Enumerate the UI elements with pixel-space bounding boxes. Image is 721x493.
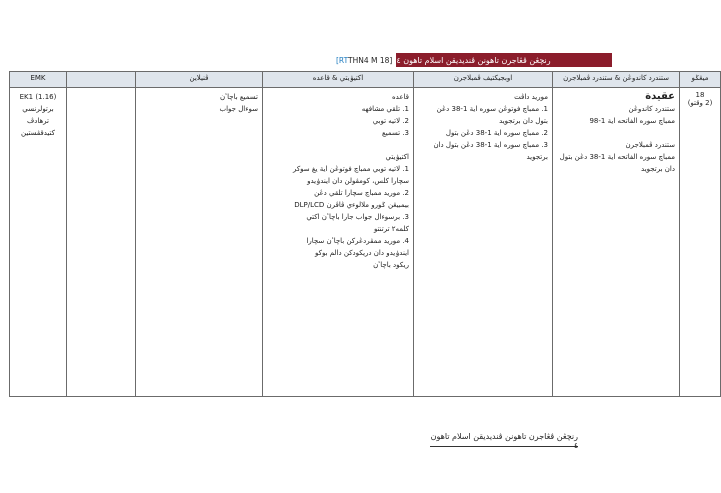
value-line: سوءال جواب: [219, 105, 258, 113]
cell-values: [136, 88, 263, 397]
document-code-main: THN4 M 18]: [348, 55, 393, 65]
standard-line: دان برتجويد: [641, 165, 675, 173]
cell-skills: [67, 88, 136, 397]
activity-line: سچارا کلس، کومڤولن دان ايندۏيدو: [307, 177, 409, 185]
value-lines: [140, 91, 258, 115]
activity-line: بيمبيڠن ݢورو ملالوءي ڤاڤرن DLP/LCD: [294, 201, 409, 209]
standard-line: عقيدة: [645, 91, 675, 102]
week-number: 18: [695, 91, 705, 99]
objective-line: بتول دان برتجويد: [499, 117, 548, 125]
activity-line: 2. لاتيه توبي: [372, 117, 409, 125]
col-header-week: ميڠݢو: [680, 72, 721, 88]
activity-line: 3. برسوءال جواب جارا باچاٴن اکتي: [306, 213, 409, 221]
standard-line: ممباچ سوره الفاتحه اية 1-38 دڠن بتول: [559, 153, 675, 161]
activity-lines: [267, 91, 409, 271]
objective-lines: [418, 91, 548, 163]
standard-line: ستندرد کاندوڠن: [628, 105, 675, 113]
cell-objectives: [414, 88, 553, 397]
standard-lines: [557, 91, 675, 175]
standard-line: ممباچ سوره الفاتحه اية 1-98: [589, 117, 675, 125]
lesson-plan-table: [9, 71, 721, 397]
emk-line: برتولرنسي: [22, 105, 54, 113]
activity-line: 1. لاتيه توبي ممباچ فوتوڠن اية يغ سوکر: [292, 165, 409, 173]
objective-line: موريد داڤت: [514, 93, 548, 101]
value-line: تسميع باچاٴن: [219, 93, 258, 101]
col-header-objectives: اوبجيکتيف ڤمبلاجرن: [414, 72, 553, 88]
activity-line: 1. تلقي مشافهه: [361, 105, 409, 113]
col-header-emk: EMK: [10, 72, 67, 88]
cell-activities: [263, 88, 414, 397]
cell-week: [680, 88, 721, 397]
table-header-row: [10, 72, 721, 88]
objective-line: 1. ممباچ فوتوڠن سوره اية 1-38 دڠن: [436, 105, 548, 113]
document-code: [336, 56, 396, 65]
cell-emk: [10, 88, 67, 397]
col-header-values: ڤنيلاين: [136, 72, 263, 88]
emk-lines: [14, 91, 62, 139]
col-header-standard: ستندرد کاندوڠن & ستندرد ڤمبلاجرن: [553, 72, 680, 88]
emk-line: EK1 (1.16): [19, 93, 57, 101]
col-header-skills: [67, 72, 136, 88]
header-title-banner: رنچڠن ڤڠاجرن تاهونن ڤنديديقن اسلام تاهون ٤: [396, 53, 612, 67]
page-footer: رنچڠن ڤڠاجرن تاهونن ڤنديديقن اسلام تاهون ٤: [430, 432, 578, 450]
page-header: [336, 53, 612, 67]
col-header-activities: اکتيۏيتي & قاعده: [263, 72, 414, 88]
objective-line: 2. ممباچ سوره اية 1-38 دڠن بتول: [445, 129, 548, 137]
standard-line: ستندرد ڤمبلاجرن: [625, 141, 675, 149]
emk-line: ترهادڤ کتيدقڤستين: [21, 117, 55, 137]
activity-line: ايندۏيدو دان دريکودکن دالم بوکو: [315, 249, 409, 257]
document-code-prefix: [RT: [336, 55, 349, 65]
activity-line: [267, 139, 409, 151]
activity-line: 2. موريد ممباچ سچارا تلقي دڠن: [314, 189, 409, 197]
activity-line: ريکود باچاٴن: [373, 261, 409, 269]
objective-line: برتجويد: [526, 153, 548, 161]
table-row: [10, 88, 721, 397]
week-duration: (2 وقتو): [687, 99, 713, 107]
standard-line: [557, 127, 675, 139]
activity-line: اکتيۏيتي: [385, 153, 409, 161]
objective-line: 3. ممباچ سوره اية 1-38 دڠن بتول دان: [433, 141, 548, 149]
activity-line: 3. تسميع: [382, 129, 409, 137]
activity-line: کلمه٢ ترتنتو: [373, 225, 409, 233]
cell-standard: [553, 88, 680, 397]
activity-line: 4. موريد ممڤردڠرکن باچاٴن سچارا: [306, 237, 409, 245]
activity-line: قاعده: [392, 93, 409, 101]
